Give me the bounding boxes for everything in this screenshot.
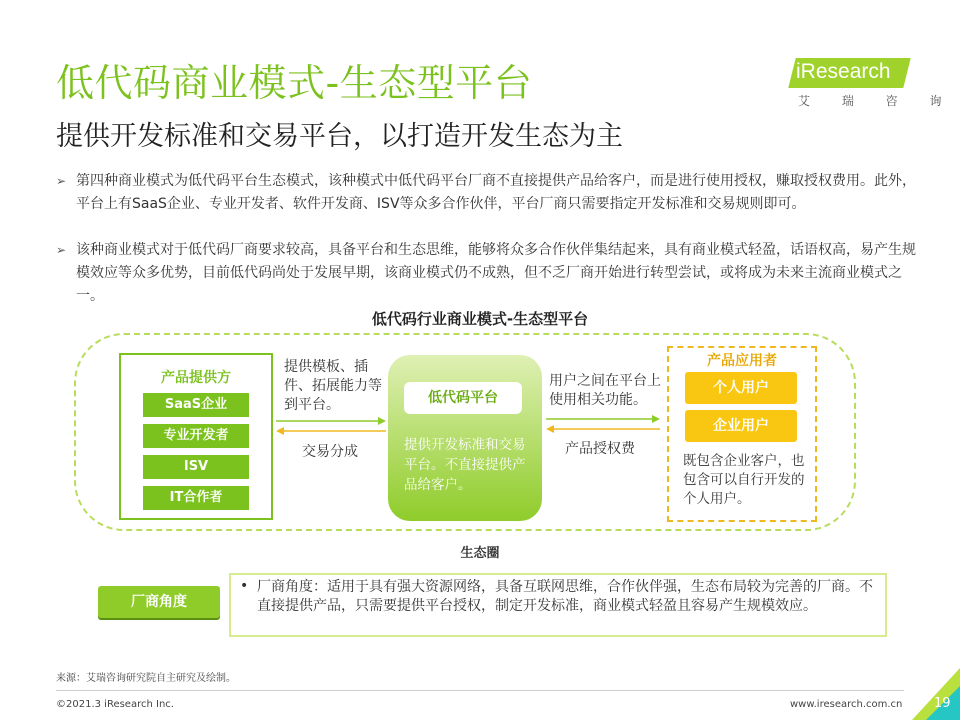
copyright: ©2021.3 iResearch Inc.	[56, 699, 174, 710]
user-item-personal: 个人用户	[685, 372, 797, 404]
left-top-text: 提供模板、插件、拓展能力等到平台。	[284, 359, 382, 413]
source-note: 来源：艾瑞咨询研究院自主研究及绘制。	[56, 673, 236, 684]
arrow-bullet-icon: ➢	[56, 174, 67, 188]
iresearch-logo	[792, 58, 956, 108]
platform-desc: 提供开发标准和交易平台。不直接提供产品给客户。	[404, 437, 526, 493]
provider-item-saas: SaaS企业	[143, 393, 249, 417]
bullet-1	[56, 170, 916, 216]
bullet-text: 该种商业模式对于低代码厂商要求较高，具备平台和生态思维，能够将众多合作伙伴集结起来，具有商业模式轻盈，话语权高，易产生规模效应等众多优势，目前低代码尚处于发展早期，该商业模式仍不成熟，但不乏厂商开始进行转型尝试，或将成为未来主流商业模式之一。	[76, 242, 916, 304]
dot-bullet-icon: •	[240, 578, 249, 594]
provider-item-isv: ISV	[143, 455, 249, 479]
user-title: 产品应用者	[707, 353, 777, 369]
left-arrows	[276, 416, 386, 436]
provider-title: 产品提供方	[161, 370, 231, 386]
page-subtitle: 提供开发标准和交易平台，以打造开发生态为主	[56, 121, 623, 152]
provider-item-it-partner: IT合作者	[143, 486, 249, 510]
user-desc: 既包含企业客户，也包含可以自行开发的个人用户。	[683, 453, 805, 507]
arrow-bullet-icon: ➢	[56, 243, 67, 257]
left-bottom-text: 交易分成	[302, 444, 358, 460]
user-box	[667, 346, 817, 522]
provider-item-developer: 专业开发者	[143, 424, 249, 448]
lowcode-platform-box	[388, 355, 542, 521]
provider-box	[119, 353, 273, 520]
page-title: 低代码商业模式-生态型平台	[56, 61, 533, 105]
arrow-left-icon	[276, 427, 284, 435]
logo-brand: iResearch	[796, 60, 891, 83]
footer-divider	[56, 690, 904, 691]
page-corner-graphic	[912, 668, 960, 720]
logo-sub: 艾 瑞 咨 询	[798, 94, 956, 108]
website: www.iresearch.com.cn	[790, 699, 903, 710]
vendor-box	[229, 573, 887, 637]
bullet-text: 第四种商业模式为低代码平台生态模式，该种模式中低代码平台厂商不直接提供产品给客户，而是进行使用授权，赚取授权费用。此外，平台上有SaaS企业、专业开发者、软件开发商、ISV等众多合作伙伴，平台厂商只需要指定开发标准和交易规则即可。	[76, 173, 916, 212]
right-arrows	[546, 414, 660, 434]
right-bottom-text: 产品授权费	[565, 441, 635, 457]
bullet-2	[56, 239, 916, 308]
diagram-title: 低代码行业商业模式-生态型平台	[371, 310, 589, 328]
arrow-right-icon	[652, 415, 660, 423]
arrow-left-icon	[546, 425, 554, 433]
arrow-right-icon	[378, 417, 386, 425]
vendor-label: 厂商角度	[98, 586, 220, 618]
vendor-text: 厂商角度：适用于具有强大资源网络，具备互联网思维，合作伙伴强，生态布局较为完善的厂商。不直接提供产品，只需要提供平台授权，制定开发标准，商业模式轻盈且容易产生规模效应。	[257, 579, 873, 614]
user-item-enterprise: 企业用户	[685, 410, 797, 442]
platform-label: 低代码平台	[404, 382, 522, 414]
right-top-text: 用户之间在平台上使用相关功能。	[549, 373, 661, 408]
ecosystem-label: 生态圈	[460, 546, 500, 561]
page-number: 19	[934, 696, 951, 711]
